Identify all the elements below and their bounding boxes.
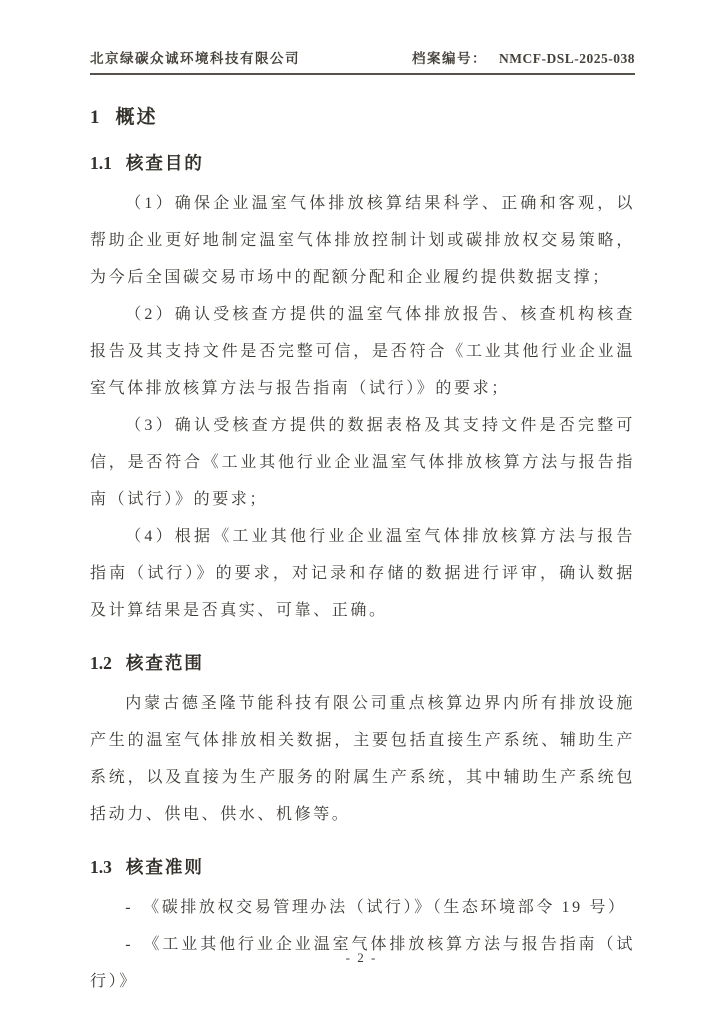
page-header: [90, 0, 635, 75]
heading-title: 核查准则: [125, 857, 204, 877]
paragraph-scope: 内蒙古德圣隆节能科技有限公司重点核算边界内所有排放设施产生的温室气体排放相关数据，主要包括直接生产系统、辅助生产系统，以及直接为生产服务的附属生产系统，其中辅助生产系统包括动力、供电、供水、机修等。: [90, 695, 635, 823]
section-heading-overview: [90, 102, 635, 129]
bullet-dash: -: [125, 899, 134, 916]
bullet-text: 《碳排放权交易管理办法（试行）》（生态环境部令 19 号）: [143, 899, 627, 916]
section-heading-verification-scope: [90, 650, 635, 675]
paragraph-purpose-4: （4）根据《工业其他行业企业温室气体排放核算方法与报告指南（试行）》的要求，对记录和存储的数据进行评审，确认数据及计算结果是否真实、可靠、正确。: [90, 528, 635, 619]
bullet-dash: -: [125, 936, 134, 953]
header-file-number: [412, 47, 635, 67]
heading-number: 1.2: [90, 653, 112, 673]
heading-number: 1.3: [90, 857, 112, 877]
page-number: - 2 -: [345, 950, 378, 965]
file-number-label: 档案编号：: [412, 51, 487, 66]
heading-title: 核查范围: [125, 653, 204, 673]
section-heading-verification-criteria: [90, 854, 635, 879]
section-heading-verification-purpose: [90, 150, 635, 175]
header-company-name: 北京绿碳众诚环境科技有限公司: [90, 51, 300, 66]
heading-number: 1.1: [90, 153, 112, 173]
heading-number: 1: [90, 107, 100, 128]
paragraph-purpose-1: （1）确保企业温室气体排放核算结果科学、正确和客观，以帮助企业更好地制定温室气体排放控制计划或碳排放权交易策略，为今后全国碳交易市场中的配额分配和企业履约提供数据支撑；: [90, 195, 635, 286]
heading-title: 核查目的: [125, 153, 204, 173]
criteria-bullet-1: [90, 889, 635, 926]
paragraph-purpose-2: （2）确认受核查方提供的温室气体排放报告、核查机构核查报告及其支持文件是否完整可信，是否符合《工业其他行业企业温室气体排放核算方法与报告指南（试行）》的要求；: [90, 306, 635, 397]
bullet-text: 《工业其他行业企业温室气体排放核算方法与报告指南（试行）》: [90, 936, 635, 990]
paragraph-purpose-3: （3）确认受核查方提供的数据表格及其支持文件是否完整可信，是否符合《工业其他行业企业温室气体排放核算方法与报告指南（试行）》的要求；: [90, 417, 635, 508]
file-number-value: NMCF-DSL-2025-038: [499, 51, 635, 66]
heading-title: 概述: [115, 107, 158, 128]
